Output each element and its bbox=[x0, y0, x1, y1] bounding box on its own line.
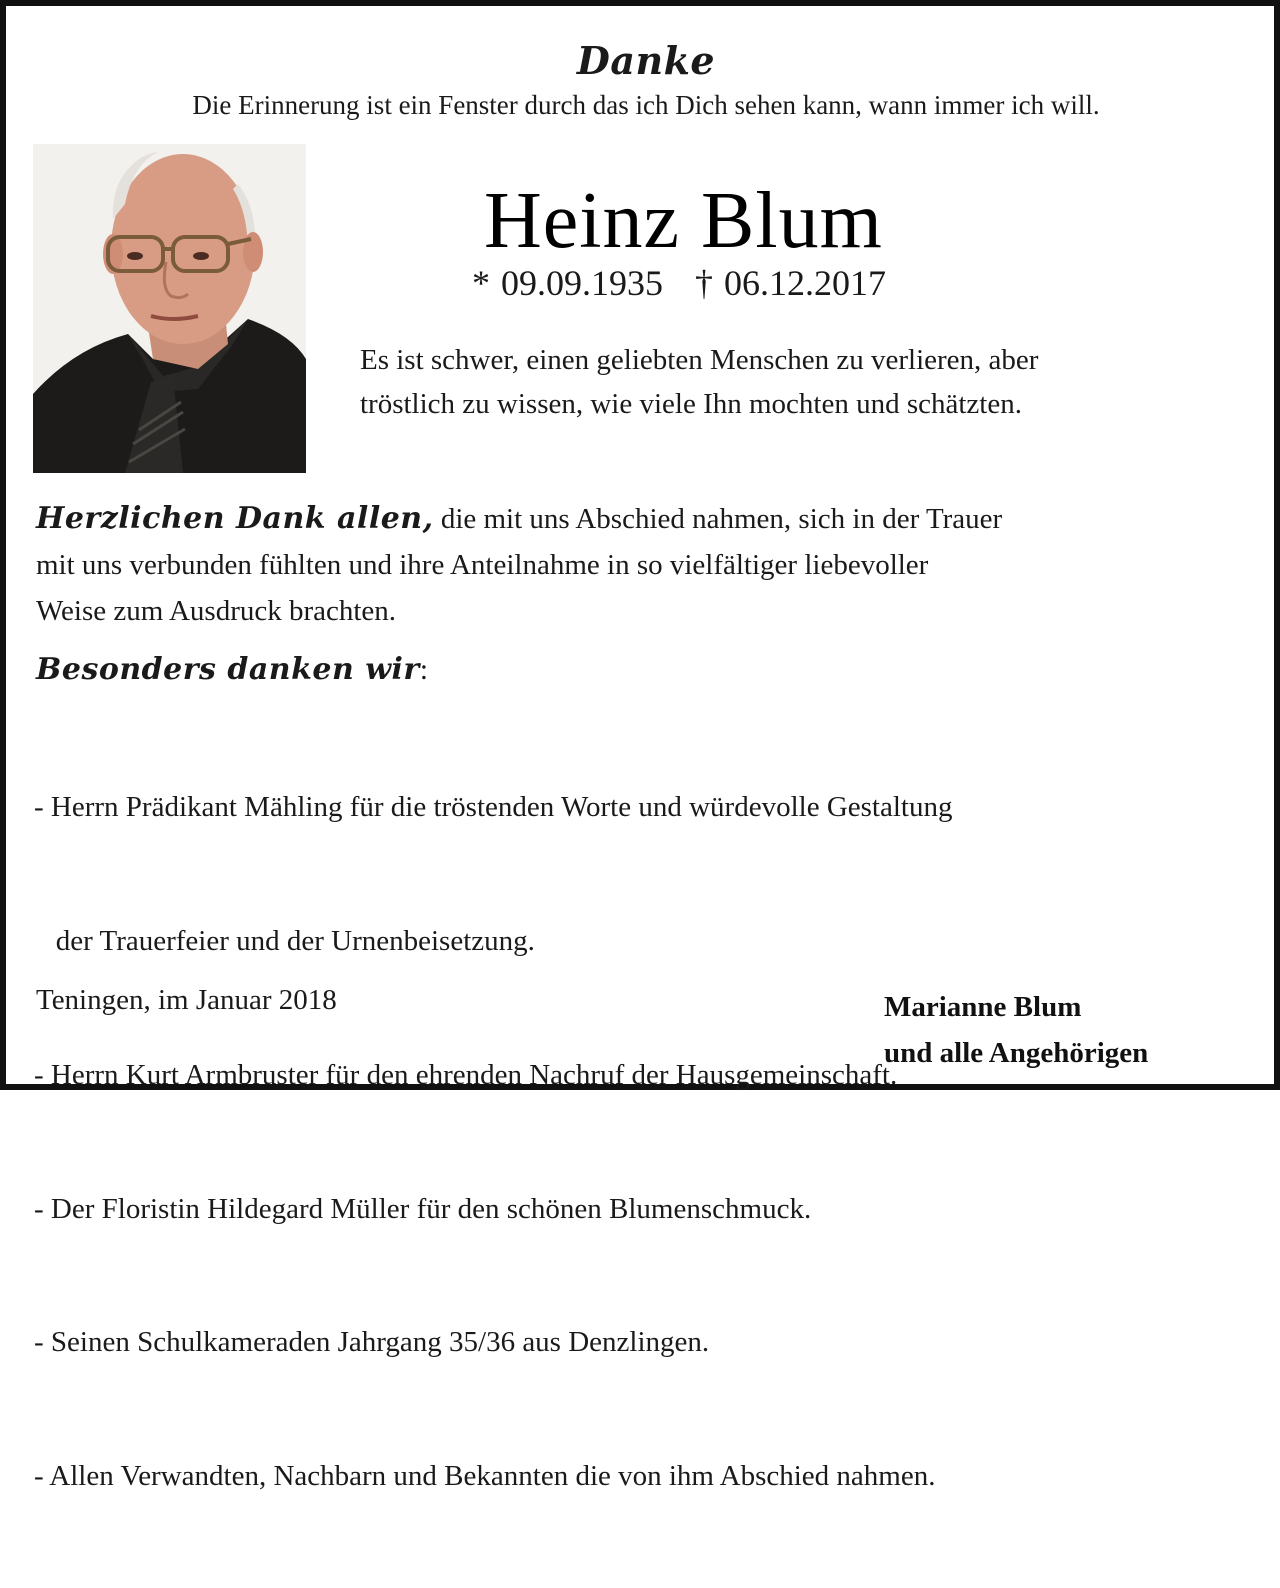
thanks-text: die mit uns Abschied nahmen, sich in der Trauer bbox=[433, 503, 1003, 535]
life-dates bbox=[472, 262, 886, 304]
list-item: - Herrn Prädikant Mähling für die tröstenden Worte und würdevolle Gestaltung bbox=[34, 791, 953, 824]
signature-line: Marianne Blum bbox=[884, 991, 1082, 1023]
thanks-lead: Herzlichen Dank allen, bbox=[36, 501, 434, 536]
place-date: Teningen, im Januar 2018 bbox=[36, 984, 337, 1016]
birth-date: * 09.09.1935 bbox=[472, 263, 663, 303]
special-thanks-heading bbox=[36, 652, 428, 687]
thanks-text: mit uns verbunden fühlten und ihre Anteilnahme in so vielfältiger liebevoller bbox=[36, 549, 929, 581]
quote-line: tröstlich zu wissen, wie viele Ihn mochten und schätzten. bbox=[360, 388, 1022, 420]
motto-line: Die Erinnerung ist ein Fenster durch das ich Dich sehen kann, wann immer ich will. bbox=[192, 90, 1100, 120]
quote-line: Es ist schwer, einen geliebten Menschen zu verlieren, aber bbox=[360, 344, 1039, 376]
signature-line: und alle Angehörigen bbox=[884, 1037, 1149, 1069]
deceased-name: Heinz Blum bbox=[484, 177, 883, 265]
list-item: - Herrn Kurt Armbruster für den ehrenden Nachruf der Hausgemeinschaft. bbox=[34, 1058, 898, 1091]
special-thanks-colon: : bbox=[419, 653, 429, 686]
list-item: - Allen Verwandten, Nachbarn und Bekannten die von ihm Abschied nahmen. bbox=[34, 1460, 936, 1493]
signature-block bbox=[884, 984, 1148, 1076]
list-item: der Trauerfeier und der Urnenbeisetzung. bbox=[34, 924, 535, 957]
special-thanks-list bbox=[34, 696, 952, 1588]
thanks-paragraph bbox=[36, 496, 1002, 634]
portrait-photo bbox=[33, 144, 306, 473]
special-thanks-lead: Besonders danken wir bbox=[36, 652, 420, 687]
list-item: - Der Floristin Hildegard Müller für den schönen Blumenschmuck. bbox=[34, 1192, 812, 1225]
death-date: † 06.12.2017 bbox=[695, 263, 886, 303]
memorial-quote bbox=[360, 338, 1038, 426]
thanks-text: Weise zum Ausdruck brachten. bbox=[36, 595, 397, 627]
heading-danke: Danke bbox=[576, 38, 716, 83]
list-item: - Seinen Schulkameraden Jahrgang 35/36 aus Denzlingen. bbox=[34, 1326, 710, 1359]
